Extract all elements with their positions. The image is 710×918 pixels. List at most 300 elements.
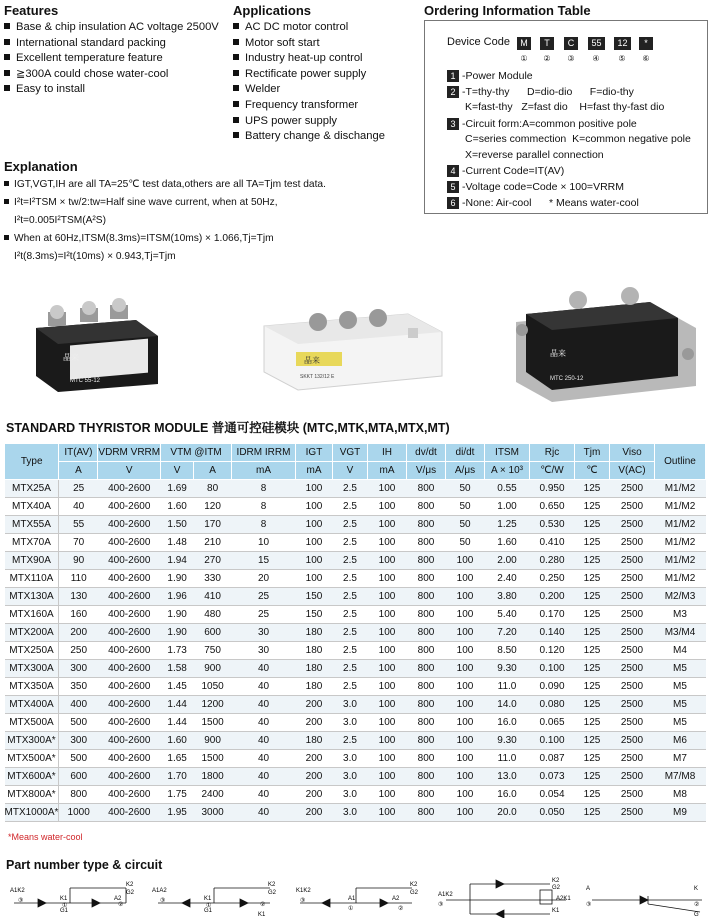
table-cell: 400-2600 (98, 516, 161, 534)
bullet-icon (4, 70, 10, 76)
product-brand: 晶来 (550, 349, 566, 358)
table-cell: 800 (407, 534, 446, 552)
explanation-line: I²t(8.3ms)=I²t(10ms) × 0.943,Tj=Tjm (14, 251, 176, 262)
type-cell: MTX55A (5, 516, 59, 534)
table-cell: 2.5 (333, 606, 368, 624)
unit-header: ℃/W (530, 462, 575, 480)
table-cell: M3 (655, 606, 706, 624)
table-cell: 500 (59, 714, 98, 732)
table-cell: 2500 (610, 606, 655, 624)
circuit-label: G2 (410, 890, 419, 896)
table-row (5, 534, 706, 552)
table-cell: 2.5 (333, 588, 368, 606)
table-cell: 1.45 (161, 678, 194, 696)
table-cell: 2.5 (333, 516, 368, 534)
table-cell: 410 (194, 588, 232, 606)
table-cell: 20.0 (485, 804, 530, 822)
ordering-box (424, 20, 708, 214)
type-cell: MTX250A (5, 642, 59, 660)
number-badge: 6 (447, 197, 459, 209)
table-cell: 14.0 (485, 696, 530, 714)
table-cell: 400-2600 (98, 768, 161, 786)
pin-number: ② (398, 906, 404, 912)
table-cell: 125 (575, 498, 610, 516)
column-header: ITSM (485, 444, 530, 462)
feature-item: International standard packing (4, 36, 219, 52)
product-image-skkt (258, 300, 448, 400)
device-code-label: Device Code (447, 36, 510, 48)
type-cell: MTX1000A* (5, 804, 59, 822)
application-item: Frequency transformer (233, 98, 385, 114)
feature-item: Base & chip insulation AC voltage 2500V (4, 20, 219, 36)
unit-header: A/μs (446, 462, 485, 480)
table-cell: 160 (59, 606, 98, 624)
table-cell: 800 (407, 804, 446, 822)
table-cell: 1500 (194, 714, 232, 732)
unit-header: V(AC) (610, 462, 655, 480)
circuit-label: K2 (552, 878, 560, 884)
table-cell: 2500 (610, 804, 655, 822)
circuit-label: G2 (268, 890, 277, 896)
bullet-icon (4, 85, 10, 91)
table-cell: 2500 (610, 534, 655, 552)
table-cell: 16.0 (485, 786, 530, 804)
table-cell: 100 (368, 534, 407, 552)
table-cell: 0.054 (530, 786, 575, 804)
pin-number: ① (206, 903, 212, 909)
column-header: VGT (333, 444, 368, 462)
application-item: Welder (233, 82, 385, 98)
column-header: Rjc (530, 444, 575, 462)
table-cell: 600 (59, 768, 98, 786)
ordering-title: Ordering Information Table (424, 3, 591, 18)
table-cell: 1.90 (161, 570, 194, 588)
circuit-label: A1 (348, 896, 356, 902)
table-row (5, 660, 706, 678)
table-cell: 100 (296, 498, 333, 516)
table-cell: 50 (446, 498, 485, 516)
table-cell: 125 (575, 678, 610, 696)
table-cell: 125 (575, 642, 610, 660)
table-cell: 125 (575, 768, 610, 786)
circuit-label: A (586, 886, 591, 892)
table-cell: M1/M2 (655, 516, 706, 534)
code-box: 55 (588, 37, 605, 50)
code-box: T (540, 37, 554, 50)
bullet-icon (233, 101, 239, 107)
table-cell: 0.200 (530, 588, 575, 606)
explanation-line: I²t=0.005I²TSM(A²S) (14, 215, 106, 226)
unit-header: mA (296, 462, 333, 480)
table-cell: 9.30 (485, 660, 530, 678)
circuit-label: K1 (552, 908, 560, 914)
column-header: IT(AV) (59, 444, 98, 462)
code-number: ② (543, 54, 551, 63)
table-cell: M5 (655, 696, 706, 714)
table-cell: 150 (296, 606, 333, 624)
circuit-label: G2 (126, 890, 135, 896)
table-cell: 7.20 (485, 624, 530, 642)
thyristor-table (4, 443, 706, 822)
circuit-label: K1 (258, 912, 266, 918)
circuit-label: A1K2 (10, 888, 25, 894)
table-cell: 100 (368, 750, 407, 768)
table-cell: 2500 (610, 732, 655, 750)
table-row (5, 516, 706, 534)
column-header: VDRM VRRM (98, 444, 161, 462)
explanation-title: Explanation (4, 159, 78, 174)
ordering-line: X=reverse parallel connection (465, 149, 604, 161)
table-cell: 1.90 (161, 606, 194, 624)
bullet-icon (233, 132, 239, 138)
code-number: ③ (567, 54, 575, 63)
table-row (5, 696, 706, 714)
product-brand: 晶来 (63, 353, 79, 362)
pin-number: ③ (160, 898, 166, 904)
table-cell: 100 (446, 642, 485, 660)
table-cell: 11.0 (485, 750, 530, 768)
table-cell: 400-2600 (98, 570, 161, 588)
table-cell: 100 (368, 786, 407, 804)
table-cell: M7/M8 (655, 768, 706, 786)
table-cell: 900 (194, 732, 232, 750)
ordering-line: C=series commection K=common negative pole (465, 133, 691, 145)
table-cell: 100 (296, 552, 333, 570)
pin-number: ③ (438, 902, 444, 908)
circuit-2 (158, 888, 270, 907)
type-cell: MTX90A (5, 552, 59, 570)
table-cell: 150 (296, 588, 333, 606)
table-cell: M1/M2 (655, 534, 706, 552)
type-cell: MTX130A (5, 588, 59, 606)
table-cell: 20 (232, 570, 296, 588)
table-cell: M1/M2 (655, 552, 706, 570)
table-cell: 100 (368, 804, 407, 822)
table-cell: 100 (296, 480, 333, 498)
table-cell: 3.80 (485, 588, 530, 606)
table-cell: 1.00 (485, 498, 530, 516)
unit-header: V (161, 462, 194, 480)
table-cell: 800 (407, 696, 446, 714)
table-cell: 2500 (610, 516, 655, 534)
table-cell: 5.40 (485, 606, 530, 624)
ordering-line: K=fast-thy Z=fast dio H=fast thy-fast dio (465, 101, 665, 113)
table-cell: 8 (232, 516, 296, 534)
circuit-4 (446, 880, 566, 918)
table-cell: 180 (296, 678, 333, 696)
circuit-label: K2 (268, 882, 276, 888)
table-cell: 13.0 (485, 768, 530, 786)
table-cell: 0.950 (530, 480, 575, 498)
table-cell: 750 (194, 642, 232, 660)
table-cell: 55 (59, 516, 98, 534)
column-header: IDRM IRRM (232, 444, 296, 462)
code-number: ① (520, 54, 528, 63)
application-item: Battery change & dischange (233, 129, 385, 145)
table-cell: 80 (194, 480, 232, 498)
type-cell: MTX160A (5, 606, 59, 624)
table-cell: 100 (446, 624, 485, 642)
column-header: dv/dt (407, 444, 446, 462)
pin-number: ③ (586, 902, 592, 908)
table-cell: 800 (407, 786, 446, 804)
code-box: * (639, 37, 653, 50)
table-cell: 3.0 (333, 696, 368, 714)
table-row (5, 786, 706, 804)
table-cell: 400-2600 (98, 660, 161, 678)
table-cell: 0.650 (530, 498, 575, 516)
type-cell: MTX800A* (5, 786, 59, 804)
table-cell: 10 (232, 534, 296, 552)
circuit-label: K2 (126, 882, 134, 888)
circuit-label: K1K2 (296, 888, 311, 894)
table-cell: 100 (368, 678, 407, 696)
circuit-label: A2 (392, 896, 400, 902)
bullet-icon (233, 54, 239, 60)
pin-number: ③ (18, 898, 24, 904)
unit-header: V/μs (407, 462, 446, 480)
table-header-row (5, 444, 706, 462)
table-cell: 100 (368, 768, 407, 786)
table-cell: 125 (575, 696, 610, 714)
table-cell: 800 (407, 552, 446, 570)
table-cell: 170 (194, 516, 232, 534)
table-cell: 800 (407, 660, 446, 678)
table-cell: 125 (575, 552, 610, 570)
unit-header: A (59, 462, 98, 480)
table-cell: 2500 (610, 570, 655, 588)
code-number: ④ (592, 54, 600, 63)
table-cell: 3.0 (333, 768, 368, 786)
table-cell: 100 (446, 660, 485, 678)
table-cell: 300 (59, 660, 98, 678)
table-cell: 400-2600 (98, 804, 161, 822)
type-cell: MTX600A* (5, 768, 59, 786)
unit-header: A (194, 462, 232, 480)
table-cell: 100 (368, 552, 407, 570)
table-cell: 0.55 (485, 480, 530, 498)
table-cell: 30 (232, 624, 296, 642)
column-header: IGT (296, 444, 333, 462)
application-item: UPS power supply (233, 114, 385, 130)
type-cell: MTX25A (5, 480, 59, 498)
bullet-icon (4, 181, 9, 186)
type-cell: MTX110A (5, 570, 59, 588)
table-row (5, 570, 706, 588)
table-cell: 2.5 (333, 552, 368, 570)
table-cell: 2400 (194, 786, 232, 804)
table-cell: 100 (368, 498, 407, 516)
table-cell: 400-2600 (98, 498, 161, 516)
table-cell: 100 (296, 534, 333, 552)
bullet-icon (4, 235, 9, 240)
table-cell: 2.40 (485, 570, 530, 588)
product-model: SKKT 132/12 E (300, 374, 335, 380)
table-cell: 0.073 (530, 768, 575, 786)
table-cell: 2.5 (333, 660, 368, 678)
table-cell: 800 (407, 498, 446, 516)
table-cell: 800 (407, 606, 446, 624)
table-cell: 100 (368, 588, 407, 606)
table-cell: 3.0 (333, 750, 368, 768)
table-cell: 100 (446, 768, 485, 786)
table-cell: M7 (655, 750, 706, 768)
table-cell: 400-2600 (98, 624, 161, 642)
table-cell: 120 (194, 498, 232, 516)
column-header: di/dt (446, 444, 485, 462)
table-body (5, 480, 706, 822)
table-cell: 200 (296, 804, 333, 822)
table-row (5, 804, 706, 822)
table-cell: 15 (232, 552, 296, 570)
circuit-label: A1K2 (438, 892, 453, 898)
table-cell: 1.95 (161, 804, 194, 822)
table-cell: 9.30 (485, 732, 530, 750)
table-cell: 500 (59, 750, 98, 768)
table-cell: 40 (232, 750, 296, 768)
code-box: 12 (614, 37, 631, 50)
type-cell: MTX300A* (5, 732, 59, 750)
table-cell: 2.5 (333, 480, 368, 498)
table-cell: M4 (655, 642, 706, 660)
unit-header: mA (232, 462, 296, 480)
table-cell: 1050 (194, 678, 232, 696)
table-cell: 100 (446, 750, 485, 768)
column-header: IH (368, 444, 407, 462)
circuit-label: K1 (204, 896, 212, 902)
table-cell: 16.0 (485, 714, 530, 732)
product-brand: 晶来 (304, 356, 320, 365)
table-cell: 130 (59, 588, 98, 606)
product-model: MTC 250-12 (550, 376, 584, 382)
table-cell: 250 (59, 642, 98, 660)
bullet-icon (233, 70, 239, 76)
table-cell: 2500 (610, 768, 655, 786)
table-cell: M1/M2 (655, 480, 706, 498)
application-item: AC DC motor control (233, 20, 385, 36)
table-cell: 125 (575, 588, 610, 606)
explanation-line: IGT,VGT,IH are all TA=25℃ test data,others are all TA=Tjm test data. (4, 176, 326, 194)
table-cell: 100 (368, 732, 407, 750)
table-cell: 1.75 (161, 786, 194, 804)
table-cell: 100 (368, 570, 407, 588)
code-number: ⑤ (618, 54, 626, 63)
table-row (5, 678, 706, 696)
type-cell: MTX40A (5, 498, 59, 516)
table-cell: 100 (368, 696, 407, 714)
applications-list (233, 20, 385, 145)
table-cell: 900 (194, 660, 232, 678)
table-cell: 800 (407, 570, 446, 588)
table-cell: 180 (296, 732, 333, 750)
circuit-diagrams (0, 876, 710, 918)
table-cell: 800 (407, 732, 446, 750)
features-list (4, 20, 219, 98)
table-cell: 2500 (610, 714, 655, 732)
table-cell: 2500 (610, 624, 655, 642)
table-cell: 1.25 (485, 516, 530, 534)
circuit-1 (14, 888, 126, 907)
table-cell: 100 (368, 606, 407, 624)
table-cell: 8 (232, 480, 296, 498)
table-cell: 180 (296, 660, 333, 678)
table-cell: 40 (59, 498, 98, 516)
table-cell: 0.410 (530, 534, 575, 552)
part-number-title: Part number type & circuit (6, 858, 163, 872)
table-cell: 125 (575, 804, 610, 822)
number-badge: 2 (447, 86, 459, 98)
table-cell: 0.080 (530, 696, 575, 714)
table-cell: 125 (575, 750, 610, 768)
table-cell: 2.5 (333, 642, 368, 660)
table-units-row (5, 462, 706, 480)
table-cell: 800 (407, 516, 446, 534)
table-cell: 100 (446, 786, 485, 804)
table-cell: M3/M4 (655, 624, 706, 642)
table-cell: 40 (232, 660, 296, 678)
circuit-label: G1 (60, 908, 69, 914)
table-cell: 1.60 (161, 498, 194, 516)
table-cell: 2500 (610, 678, 655, 696)
circuit-label: A2K1 (556, 896, 571, 902)
table-cell: 800 (407, 642, 446, 660)
table-cell: 125 (575, 660, 610, 678)
table-cell: 100 (446, 606, 485, 624)
pin-number: ② (694, 902, 700, 908)
table-cell: 100 (446, 732, 485, 750)
table-cell: 50 (446, 534, 485, 552)
table-cell: 0.250 (530, 570, 575, 588)
table-cell: 40 (232, 696, 296, 714)
table-cell: 1.70 (161, 768, 194, 786)
circuit-label: A2 (114, 896, 122, 902)
table-cell: 2500 (610, 498, 655, 516)
table-cell: 2500 (610, 696, 655, 714)
table-cell: M1/M2 (655, 570, 706, 588)
table-cell: 1.58 (161, 660, 194, 678)
table-cell: 0.087 (530, 750, 575, 768)
number-badge: 5 (447, 181, 459, 193)
table-cell: 100 (446, 714, 485, 732)
product-image-mtc55 (18, 298, 168, 398)
type-cell: MTX500A* (5, 750, 59, 768)
bullet-icon (233, 117, 239, 123)
table-cell: 400-2600 (98, 696, 161, 714)
pin-number: ② (118, 902, 124, 908)
table-cell: 50 (446, 516, 485, 534)
table-cell: 400-2600 (98, 678, 161, 696)
table-cell: 270 (194, 552, 232, 570)
table-cell: 100 (296, 570, 333, 588)
table-row (5, 750, 706, 768)
table-cell: 2.5 (333, 534, 368, 552)
column-header: Viso (610, 444, 655, 462)
table-cell: 200 (296, 714, 333, 732)
bullet-icon (4, 23, 10, 29)
circuit-label: A1A2 (152, 888, 167, 894)
unit-header: mA (368, 462, 407, 480)
number-badge: 3 (447, 118, 459, 130)
table-cell: 800 (407, 750, 446, 768)
table-cell: 1.69 (161, 480, 194, 498)
table-cell: 125 (575, 786, 610, 804)
ordering-line: 5 -Voltage code=Code × 100=VRRM (447, 180, 624, 194)
table-cell: 400-2600 (98, 750, 161, 768)
table-cell: 0.120 (530, 642, 575, 660)
type-cell: MTX500A (5, 714, 59, 732)
code-box: M (517, 37, 531, 50)
table-row (5, 606, 706, 624)
